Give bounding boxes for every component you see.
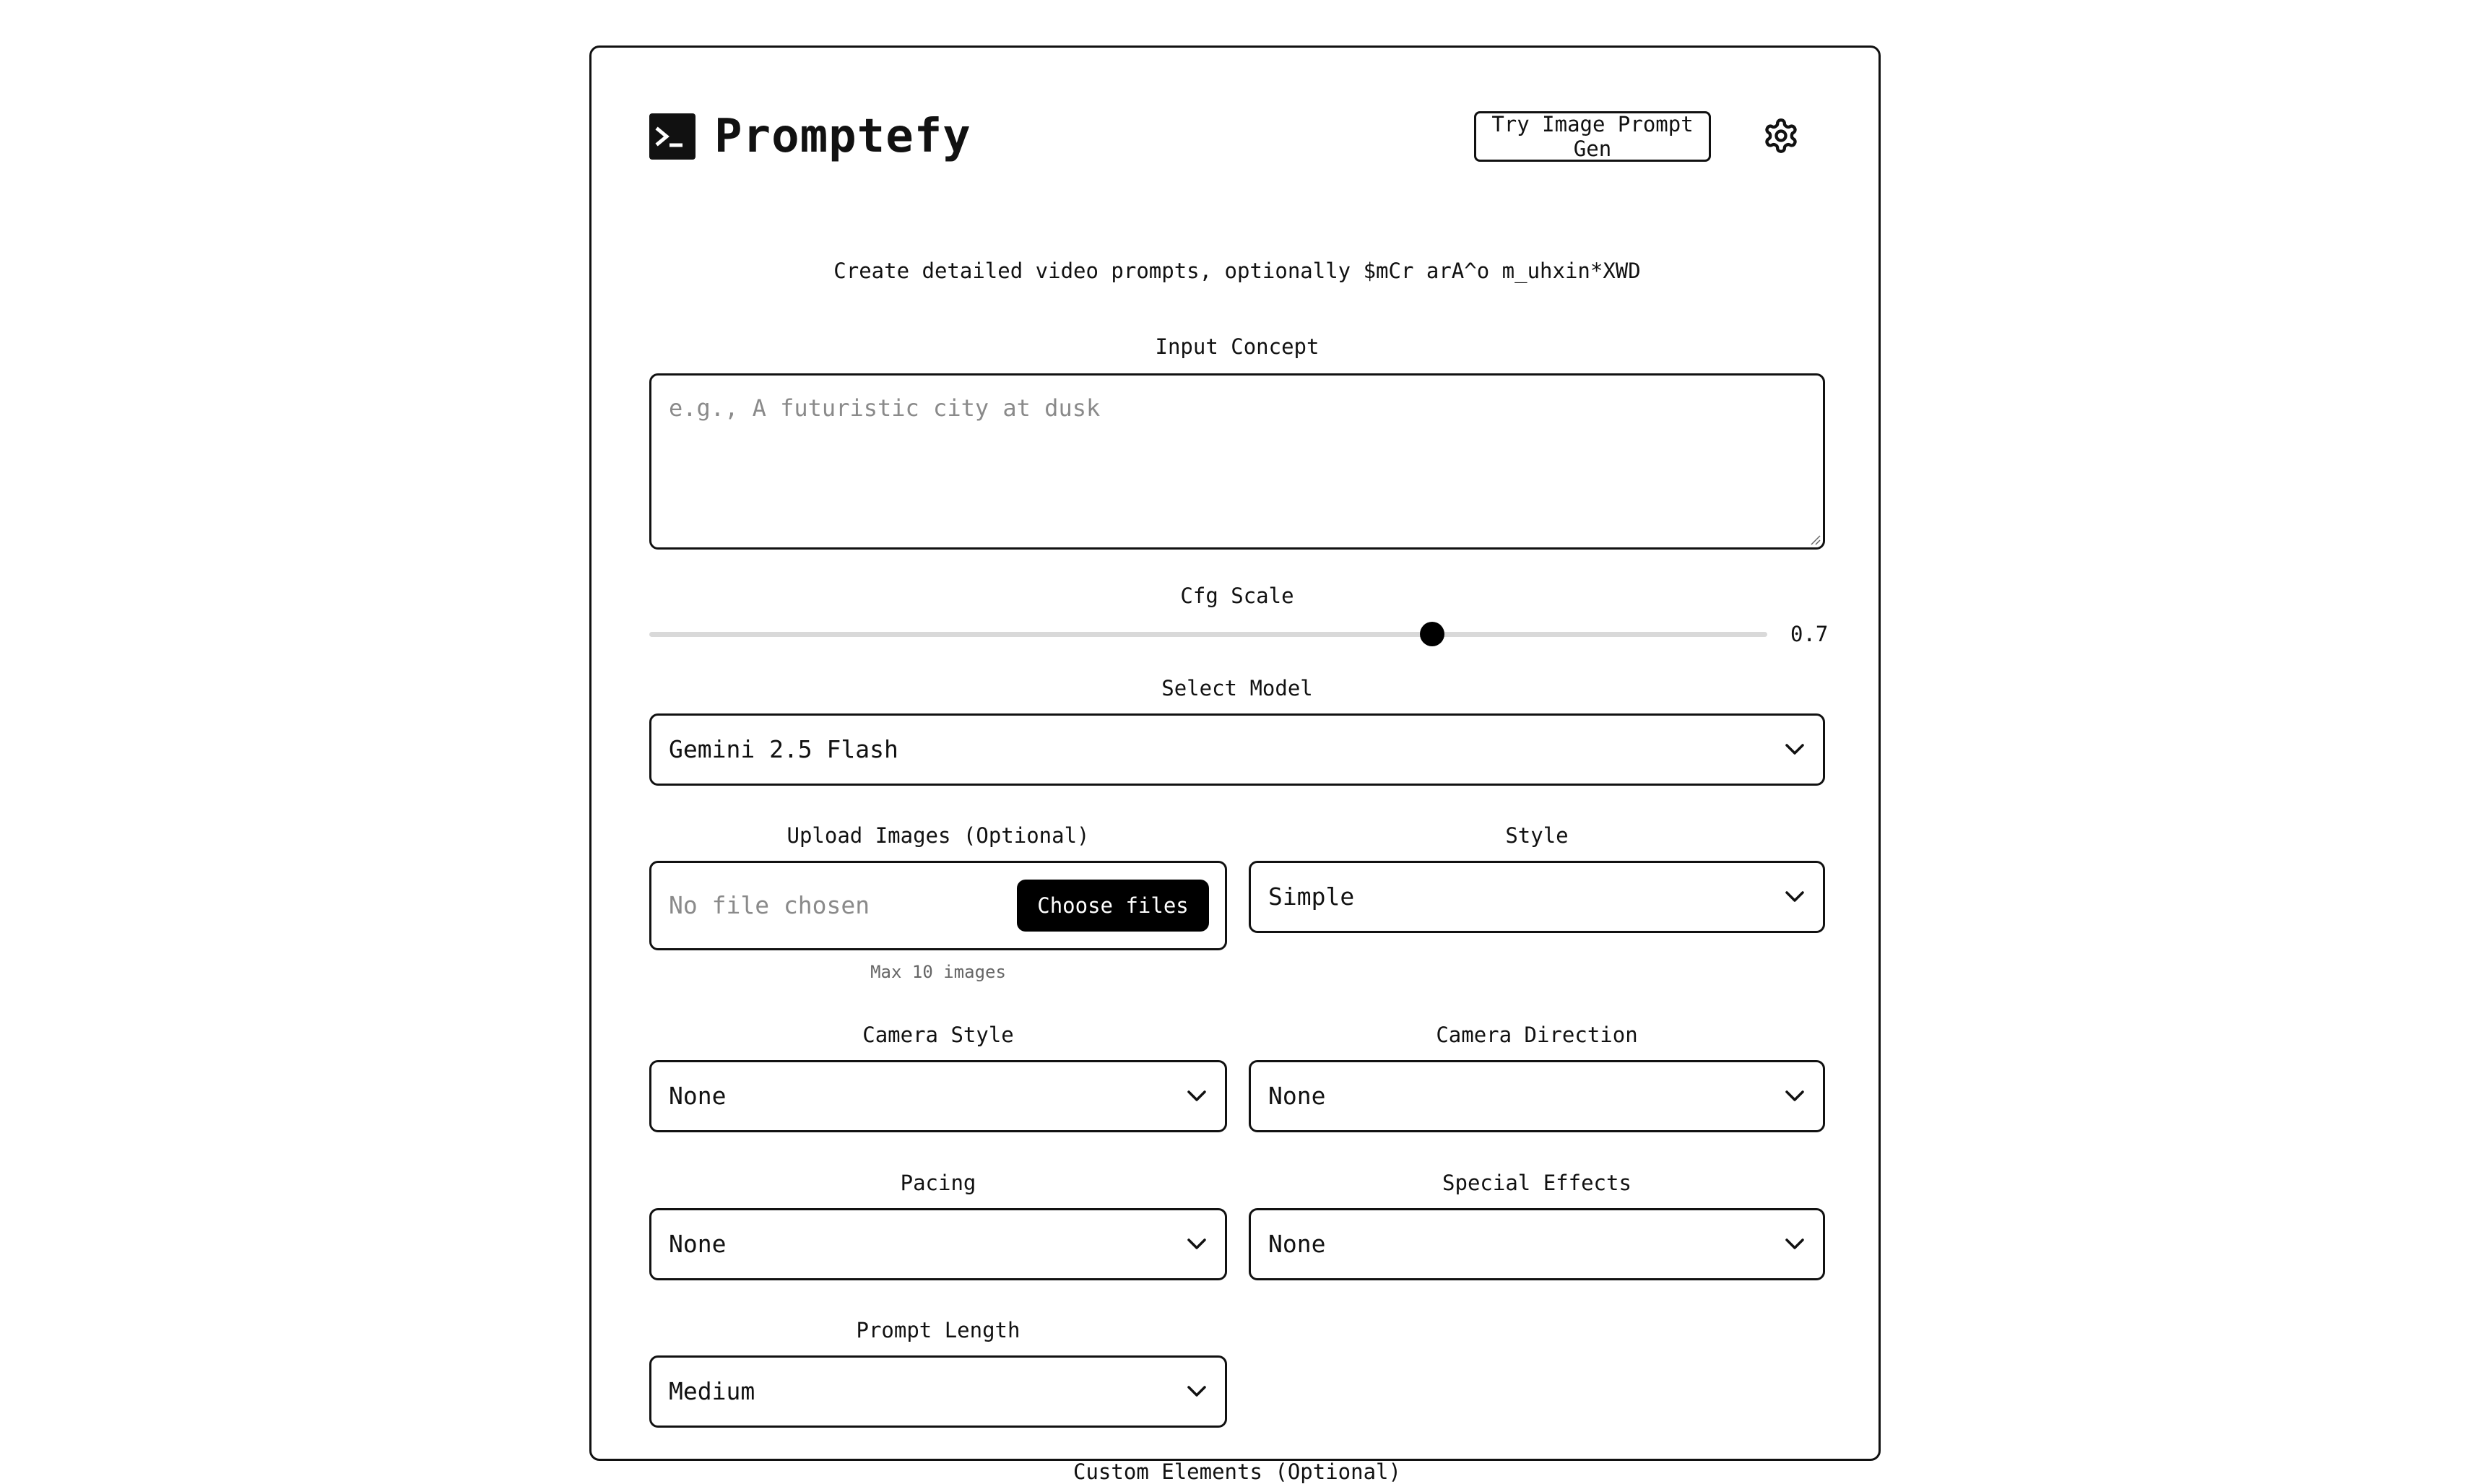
main-card (589, 45, 1881, 1484)
style-select[interactable] (1249, 861, 1825, 933)
pacing-select[interactable] (649, 1208, 1227, 1280)
app-name: Promptefy (714, 110, 971, 163)
chevron-down-icon (1186, 1087, 1208, 1106)
resize-handle-icon[interactable] (1809, 534, 1821, 545)
file-upload-input[interactable] (649, 861, 1227, 950)
style-label: Style (1505, 823, 1569, 848)
custom-elements-label: Custom Elements (Optional) (1073, 1459, 1401, 1484)
max-images-hint: Max 10 images (870, 962, 1006, 982)
camera-style-select[interactable] (649, 1060, 1227, 1132)
chevron-down-icon (1784, 1087, 1806, 1106)
camera-style-label: Camera Style (862, 1023, 1014, 1047)
cfg-scale-value: 0.7 (1790, 622, 1829, 646)
model-select[interactable] (649, 713, 1825, 786)
special-effects-label: Special Effects (1442, 1171, 1632, 1195)
chevron-down-icon (1186, 1382, 1208, 1401)
gear-icon[interactable] (1762, 117, 1800, 155)
select-model-label: Select Model (1161, 676, 1313, 700)
try-image-prompt-gen-button[interactable]: Try Image Prompt Gen (1474, 111, 1711, 162)
camera-direction-select-value: None (1268, 1082, 1326, 1110)
prompt-length-select[interactable] (649, 1355, 1227, 1428)
cfg-scale-label: Cfg Scale (1180, 583, 1294, 608)
subtitle: Create detailed video prompts, optionally $mCr arA^o m_uhxin*XWD (833, 259, 1641, 283)
chevron-down-icon (1784, 888, 1806, 906)
choose-files-button[interactable]: Choose files (1017, 880, 1209, 932)
prompt-length-label: Prompt Length (856, 1318, 1020, 1342)
cfg-scale-slider-thumb[interactable] (1420, 622, 1444, 646)
input-concept-label: Input Concept (1155, 334, 1320, 359)
camera-direction-select[interactable] (1249, 1060, 1825, 1132)
chevron-down-icon (1784, 740, 1806, 759)
special-effects-select-value: None (1268, 1230, 1326, 1258)
pacing-select-value: None (669, 1230, 727, 1258)
brand (649, 111, 971, 162)
concept-input[interactable] (649, 373, 1825, 550)
special-effects-select[interactable] (1249, 1208, 1825, 1280)
camera-style-select-value: None (669, 1082, 727, 1110)
terminal-prompt-icon (649, 113, 696, 160)
chevron-down-icon (1784, 1235, 1806, 1254)
prompt-length-select-value: Medium (669, 1377, 755, 1405)
chevron-down-icon (1186, 1235, 1208, 1254)
pacing-label: Pacing (900, 1171, 976, 1195)
camera-direction-label: Camera Direction (1436, 1023, 1638, 1047)
cfg-scale-slider[interactable] (649, 632, 1767, 637)
file-status: No file chosen (669, 891, 870, 919)
model-select-value: Gemini 2.5 Flash (669, 735, 898, 763)
style-select-value: Simple (1268, 882, 1355, 911)
upload-images-label: Upload Images (Optional) (786, 823, 1090, 848)
